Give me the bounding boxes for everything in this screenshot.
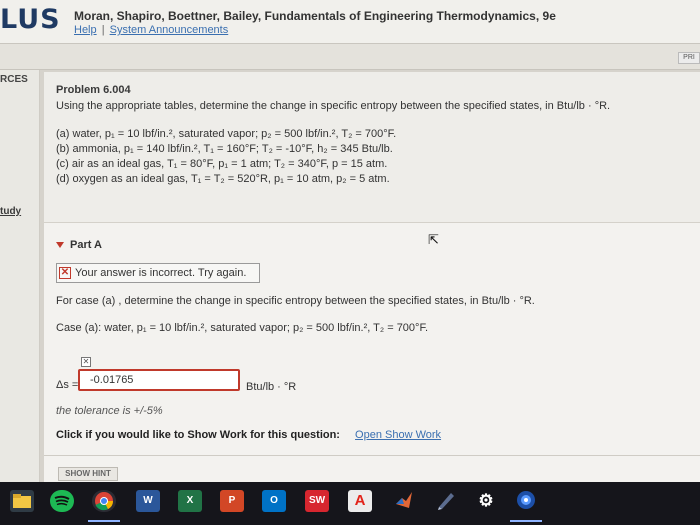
spotify-icon[interactable] — [50, 490, 74, 512]
windows-taskbar — [0, 482, 700, 525]
app-header — [0, 0, 700, 44]
incorrect-x-icon: ✕ — [60, 267, 70, 278]
problem-title: Problem 6.004 — [56, 84, 131, 96]
open-show-work-link[interactable]: Open Show Work — [355, 429, 442, 441]
file-explorer-icon[interactable] — [10, 490, 34, 512]
tolerance-text: the tolerance is +/-5% — [56, 405, 163, 417]
sidebar-resources-label[interactable]: RCES — [0, 74, 28, 85]
word-icon[interactable]: W — [136, 490, 160, 512]
toolbar-strip — [0, 44, 700, 70]
mouse-cursor-icon: ⇱ — [428, 232, 439, 247]
sidebar-study-link[interactable]: tudy — [0, 206, 22, 217]
case-a: (a) water, p₁ = 10 lbf/in.², saturated vapor; p₂ = 500 lbf/in.², T₂ = 700°F. — [56, 128, 397, 140]
answer-input[interactable] — [78, 369, 240, 391]
problem-prompt: Using the appropriate tables, determine the change in specific entropy between the specified states, in Btu/lb · °R. — [56, 100, 611, 112]
system-announcements-link[interactable]: System Announcements — [109, 24, 229, 36]
print-tab[interactable]: PRI — [678, 52, 700, 64]
show-work-row — [56, 429, 441, 441]
outlook-icon[interactable]: O — [262, 490, 286, 512]
case-prompt: For case (a) , determine the change in specific entropy between the specified states, in Btu/lb · °R. — [56, 295, 535, 307]
case-detail: Case (a): water, p₁ = 10 lbf/in.², saturated vapor; p₂ = 500 lbf/in.², T₂ = 700°F. — [56, 322, 429, 334]
logo: LUS — [0, 4, 61, 35]
chrome-active-indicator — [88, 520, 120, 522]
media-player-icon[interactable] — [514, 490, 538, 512]
powerpoint-icon[interactable]: P — [220, 490, 244, 512]
matlab-icon[interactable] — [392, 490, 416, 512]
header-links — [74, 24, 228, 36]
excel-icon[interactable]: X — [178, 490, 202, 512]
wrong-answer-x-icon: ✕ — [82, 357, 90, 366]
case-c: (c) air as an ideal gas, T₁ = 80°F, p₁ = 1 atm; T₂ = 340°F, p = 15 atm. — [56, 158, 388, 170]
case-d: (d) oxygen as an ideal gas, T₁ = T₂ = 520°R, p₁ = 10 atm, p₂ = 5 atm. — [56, 173, 390, 185]
tablet-pen-icon[interactable] — [434, 490, 458, 512]
answer-label: Δs = — [56, 379, 79, 391]
help-link[interactable]: Help — [74, 24, 97, 36]
collapse-triangle-icon — [56, 242, 64, 248]
divider — [44, 455, 700, 456]
part-a-toggle[interactable] — [56, 239, 102, 251]
acrobat-icon[interactable]: A — [348, 490, 372, 512]
link-separator: | — [101, 24, 105, 36]
chrome-icon[interactable] — [92, 490, 116, 512]
solidworks-icon[interactable]: SW — [305, 490, 329, 512]
answer-row — [56, 357, 356, 397]
feedback-text: Your answer is incorrect. Try again. — [75, 267, 247, 279]
sidebar — [0, 70, 40, 482]
show-hint-button[interactable]: SHOW HINT — [58, 467, 118, 481]
case-b: (b) ammonia, p₁ = 140 lbf/in.², T₁ = 160°F; T₂ = -10°F, h₂ = 345 Btu/lb. — [56, 143, 393, 155]
show-work-prompt: Click if you would like to Show Work for this question: — [56, 429, 340, 441]
problem-cases — [56, 127, 396, 187]
part-a-label: Part A — [70, 239, 102, 251]
media-active-indicator — [510, 520, 542, 522]
book-title: Moran, Shapiro, Boettner, Bailey, Fundamentals of Engineering Thermodynamics, 9e — [74, 9, 556, 23]
answer-unit: Btu/lb · °R — [246, 381, 297, 393]
problem-panel — [44, 72, 700, 482]
incorrect-feedback — [56, 263, 260, 283]
settings-gear-icon[interactable]: ⚙ — [478, 491, 494, 510]
part-a-section — [44, 222, 700, 482]
